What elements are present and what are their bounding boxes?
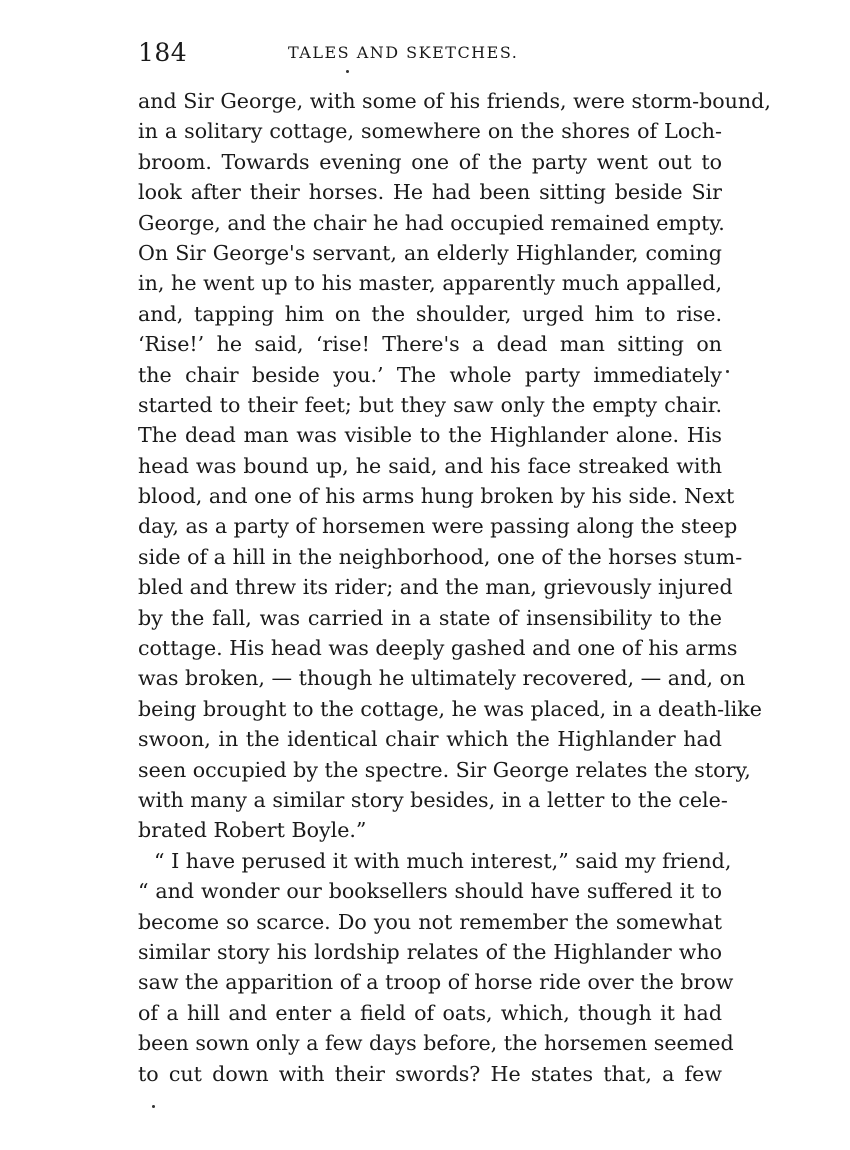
text-line: in a solitary cottage, somewhere on the shores of Loch- — [138, 119, 722, 144]
text-line: bled and threw its rider; and the man, grievously injured — [138, 575, 733, 600]
text-line: “ and wonder our booksellers should have suffered it to — [138, 879, 722, 904]
text-line: was broken, — though he ultimately recovered, — and, on — [138, 666, 746, 691]
text-line: look after their horses. He had been sitting beside Sir — [138, 180, 722, 205]
text-line: of a hill and enter a field of oats, which, though it had — [138, 1000, 722, 1025]
text-line: side of a hill in the neighborhood, one of the horses stum- — [138, 544, 743, 569]
text-line: ‘Rise!’ he said, ‘rise! There's a dead man sitting on — [138, 332, 722, 357]
running-title: TALES AND SKETCHES. — [288, 43, 519, 62]
text-line: started to their feet; but they saw only the empty chair. — [138, 392, 722, 417]
text-line: seen occupied by the spectre. Sir George relates the story, — [138, 757, 751, 782]
text-line: blood, and one of his arms hung broken by his side. Next — [138, 484, 735, 509]
text-line: to cut down with their swords? He states that, a few — [138, 1061, 722, 1086]
text-line: swoon, in the identical chair which the Highlander had — [138, 727, 722, 752]
text-line: The dead man was visible to the Highlander alone. His — [138, 423, 722, 448]
text-line: similar story his lordship relates of the Highlander who — [138, 939, 722, 964]
text-line: broom. Towards evening one of the party went out to — [138, 149, 722, 174]
text-line: with many a similar story besides, in a letter to the cele- — [138, 787, 728, 812]
text-line: George, and the chair he had occupied remained empty. — [138, 210, 725, 235]
text-line: been sown only a few days before, the horsemen seemed — [138, 1031, 734, 1056]
running-head — [138, 38, 718, 68]
text-line: become so scarce. Do you not remember the somewhat — [138, 909, 722, 934]
text-line: “ I have perused it with much interest,” said my friend, — [154, 848, 732, 873]
paper-speck — [152, 1105, 155, 1108]
page-number: 184 — [138, 38, 188, 67]
text-line: the chair beside you.’ The whole party immediately — [138, 362, 722, 387]
text-line: being brought to the cottage, he was placed, in a death-like — [138, 696, 762, 721]
text-line: and, tapping him on the shoulder, urged him to rise. — [138, 301, 722, 326]
paper-speck — [346, 70, 349, 73]
text-line: On Sir George's servant, an elderly Highlander, coming — [138, 240, 722, 265]
text-line: brated Robert Boyle.” — [138, 818, 367, 843]
text-line: in, he went up to his master, apparently much appalled, — [138, 271, 722, 296]
text-line: saw the apparition of a troop of horse ride over the brow — [138, 970, 734, 995]
text-line: by the fall, was carried in a state of insensibility to the — [138, 605, 722, 630]
text-line: and Sir George, with some of his friends, were storm-bound, — [138, 89, 771, 113]
text-line: day, as a party of horsemen were passing along the steep — [138, 514, 738, 539]
paper-speck — [726, 370, 729, 373]
text-line: cottage. His head was deeply gashed and one of his arms — [138, 636, 738, 661]
text-line: head was bound up, he said, and his face streaked with — [138, 453, 722, 478]
body-text — [138, 86, 771, 1089]
